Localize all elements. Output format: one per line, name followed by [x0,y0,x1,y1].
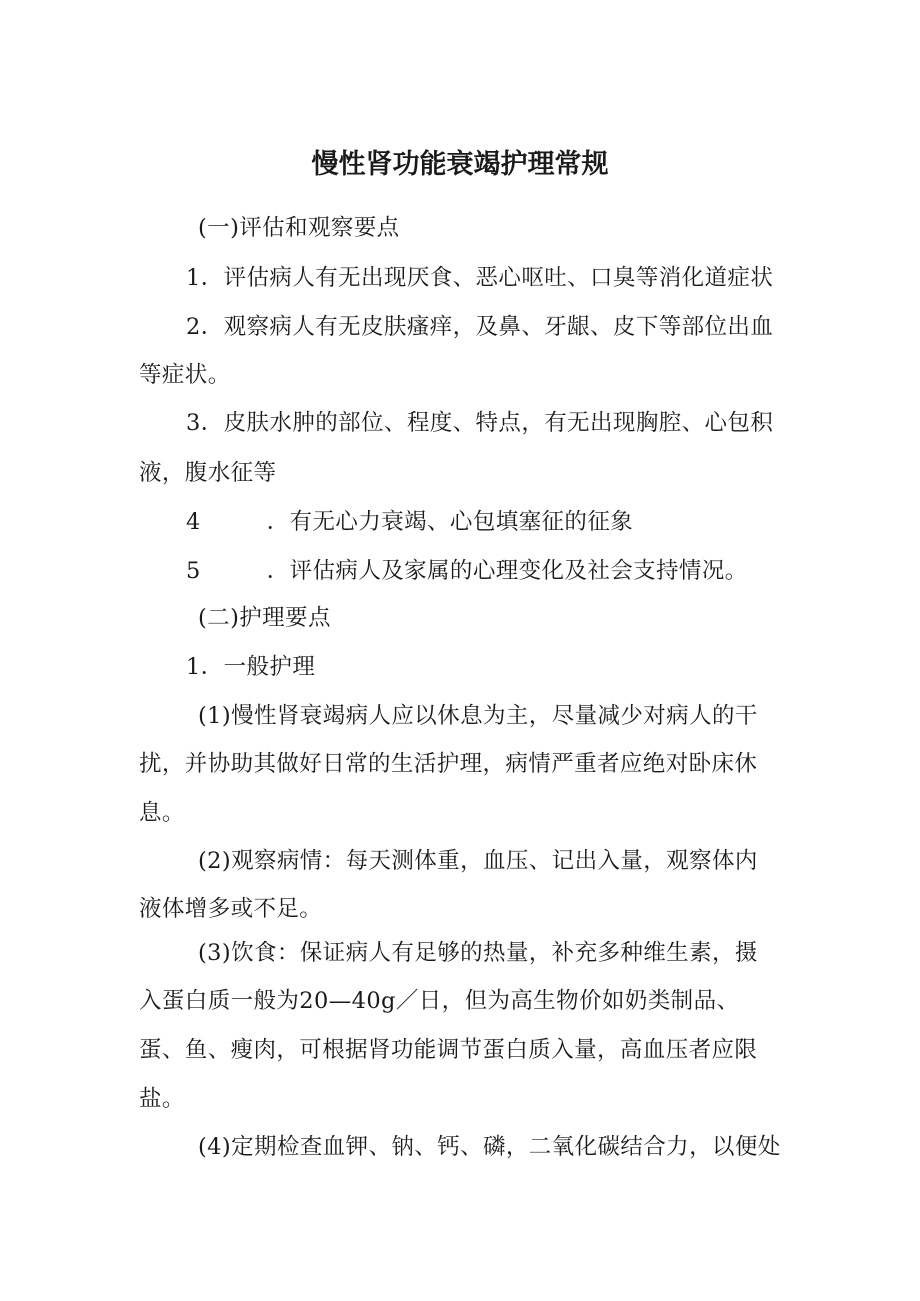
document-title: 慢性肾功能衰竭护理常规 [311,149,609,180]
paragraph-line: (2)观察病情：每天测体重，血压、记出入量，观察体内 [198,848,758,874]
paragraph-line [186,554,748,588]
list-text: ．评估病人及家属的心理变化及社会支持情况。 [266,558,748,584]
paragraph-line: 液，腹水征等 [139,460,277,486]
paragraph-line: (3)饮食：保证病人有足够的热量，补充多种维生素，摄 [198,940,758,966]
paragraph-line: 2．观察病人有无皮肤瘙痒，及鼻、牙龈、皮下等部位出血 [186,314,774,340]
paragraph-line: 扰，并协助其做好日常的生活护理，病情严重者应绝对卧床休 [139,751,758,777]
paragraph-line: 等症状。 [139,362,231,388]
section-heading-nursing: (二)护理要点 [198,605,331,631]
paragraph-line: 蛋、鱼、瘦肉，可根据肾功能调节蛋白质入量，高血压者应限 [139,1037,758,1063]
paragraph-line: 3．皮肤水肿的部位、程度、特点，有无出现胸腔、心包积 [186,410,774,436]
paragraph-line: 1．评估病人有无出现厌食、恶心呕吐、口臭等消化道症状 [186,265,774,291]
paragraph-line: 液体增多或不足。 [139,896,323,922]
paragraph-line: 入蛋白质一般为20—40g／日，但为高生物价如奶类制品、 [139,988,740,1014]
list-number: 4 [186,509,201,535]
paragraph-line [186,505,633,539]
list-number: 5 [186,558,201,584]
list-text: ．有无心力衰竭、心包填塞征的征象 [266,509,634,535]
paragraph-line: (1)慢性肾衰竭病人应以休息为主，尽量减少对病人的干 [198,703,758,729]
paragraph-line: 息。 [139,800,185,826]
paragraph-line: (4)定期检查血钾、钠、钙、磷，二氧化碳结合力，以便处 [198,1134,781,1160]
paragraph-line: 盐。 [139,1086,185,1112]
section-heading-assessment: (一)评估和观察要点 [198,215,400,241]
paragraph-line: 1．一般护理 [186,654,316,680]
